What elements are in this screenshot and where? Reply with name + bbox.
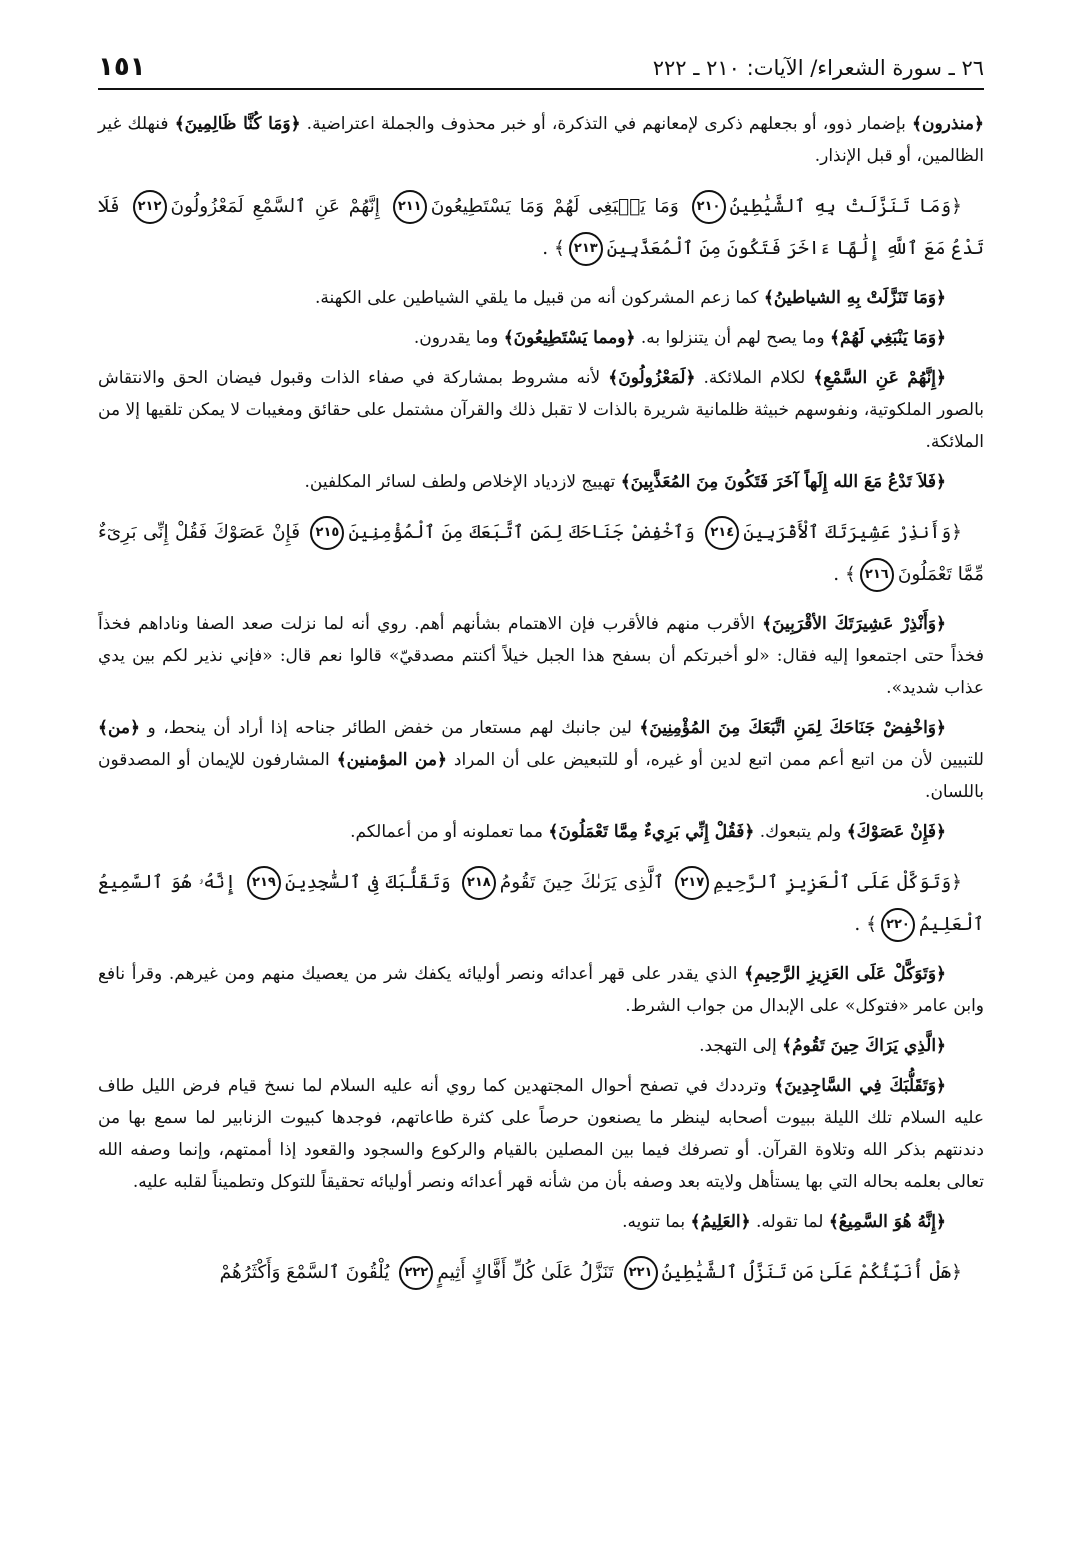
text-run: ولم يتبعوك. <box>754 822 847 842</box>
quoted-phrase: ﴿لَمَعْزُولُونَ﴾ <box>608 368 696 388</box>
quoted-phrase: ﴿فَقُلْ إِنِّي بَرِيءٌ مِمَّا تَعْمَلُونَ﴾ <box>548 822 755 842</box>
text-run: وَمَا يَنۢبَغِى لَهُمْ وَمَا يَسْتَطِيعُونَ <box>430 196 688 217</box>
ayah-number-marker: ٢١٠ <box>692 190 726 224</box>
commentary-paragraph <box>98 712 984 808</box>
quoted-phrase: ﴿من﴾ <box>98 718 140 738</box>
commentary-paragraph <box>98 816 984 848</box>
ayah-number-marker: ٢١١ <box>393 190 427 224</box>
text-run: مما تعملونه أو من أعمالكم. <box>350 822 549 842</box>
ayah-number-marker: ٢١٣ <box>569 232 603 266</box>
quran-verse-block <box>98 512 984 596</box>
commentary-paragraph <box>98 958 984 1022</box>
quoted-phrase: ﴿ومما يَسْتَطِيعُونَ﴾ <box>503 328 636 348</box>
text-run: فَإِنْ عَصَوْكَ فَقُلْ إِنِّى بَرِىٓءٌ مِّمَّا تَعْمَلُونَ <box>98 522 984 585</box>
text-run: كما زعم المشركون أنه من قبيل ما يلقي الشياطين على الكهنة. <box>315 288 764 308</box>
commentary-paragraph <box>98 1070 984 1198</box>
quoted-phrase: ﴿وَمَا تَنَزَّلَتْ بِهِ الشياطينُ﴾ <box>763 288 946 308</box>
ayah-number-marker: ٢١٧ <box>675 866 709 900</box>
quoted-phrase: ﴿منذرون﴾ <box>912 114 984 134</box>
ayah-number-marker: ٢١٤ <box>705 516 739 550</box>
surah-title: ٢٦ ـ سورة الشعراء/ الآيات: ٢١٠ ـ ٢٢٢ <box>652 56 984 80</box>
text-run: إلى التهجد. <box>699 1036 783 1056</box>
quoted-phrase: ﴿إِنَّهُمْ عَنِ السَّمْعِ﴾ <box>813 368 946 388</box>
text-run: وما يقدرون. <box>413 328 504 348</box>
quoted-phrase: ﴿وَتَقَلُّبَكَ فِي السَّاجِدِينَ﴾ <box>774 1076 946 1096</box>
text-run: ﴿وَأَنذِرْ عَشِيرَتَكَ ٱلْأَقْرَبِينَ <box>743 522 963 543</box>
text-run: ﴿وَمَا تَنَزَّلَتْ بِهِ ٱلشَّيَٰطِينُ <box>729 196 962 217</box>
text-run: لأنه مشروط بمشاركة في صفاء الذات وقبول فيضان الحق والانتقاش بالصور الملكوتية، ونفوسهم خبيثة ظلمانية شريرة بالذات لا تقبل ذلك والقرآن مشتمل على حقائق ومغيبات لا يمكن تلقيها إلا من الملائكة. <box>98 368 984 452</box>
ayah-number-marker: ٢٢٢ <box>399 1256 433 1290</box>
text-run: الذي يقدر على قهر أعدائه ونصر أوليائه يكفك شر من يعصيك منهم ومن غيرهم. وقرأ نافع وابن عامر «فتوكل» على الإبدال من جواب الشرط. <box>98 964 984 1016</box>
commentary-paragraph <box>98 322 984 354</box>
quoted-phrase: ﴿الَّذِي يَرَاكَ حِينَ تَقُومُ﴾ <box>782 1036 946 1056</box>
quoted-phrase: ﴿من المؤمنين﴾ <box>336 750 447 770</box>
commentary-paragraph <box>98 362 984 458</box>
quoted-phrase: ﴿وَمَا كُنَّا ظَالِمِينَ﴾ <box>174 114 301 134</box>
text-run: إِنَّهُۥ هُوَ ٱلسَّمِيعُ ٱلْعَلِيمُ <box>98 872 984 935</box>
ayah-number-marker: ٢١٦ <box>860 558 894 592</box>
text-run: تَنَزَّلُ عَلَىٰ كُلِّ أَفَّاكٍ أَثِيمٍ <box>437 1262 620 1283</box>
quoted-phrase: ﴿وَأَنْذِرْ عَشِيرَتَكَ الأقْرَبِينَ﴾ <box>762 614 946 634</box>
text-run: ﴿وَتَوَكَّلْ عَلَى ٱلْعَزِيزِ ٱلرَّحِيمِ <box>713 872 962 893</box>
commentary-paragraph <box>98 1206 984 1238</box>
text-run: إِنَّهُمْ عَنِ ٱلسَّمْعِ لَمَعْزُولُونَ <box>170 196 389 217</box>
commentary-paragraph <box>98 282 984 314</box>
ayah-number-marker: ٢٢١ <box>624 1256 658 1290</box>
text-run: ﴾ . <box>854 914 877 935</box>
quoted-phrase: ﴿وَمَا يَنْبَغِي لَهُمْ﴾ <box>830 328 946 348</box>
ayah-number-marker: ٢١٩ <box>247 866 281 900</box>
quran-verse-block <box>98 186 984 270</box>
quoted-phrase: ﴿إِنَّهُ هُوَ السَّمِيعُ﴾ <box>828 1212 946 1232</box>
page-header <box>98 52 984 90</box>
text-run: وَتَقَلُّبَكَ فِى ٱلسَّٰجِدِينَ <box>284 872 458 893</box>
ayah-number-marker: ٢٢٠ <box>881 908 915 942</box>
text-run: ﴾ . <box>833 564 856 585</box>
text-run: تهييج لازدياد الإخلاص ولطف لسائر المكلفين. <box>304 472 621 492</box>
text-run: ﴿هَلْ أُنَبِّئُكُمْ عَلَىٰ مَن تَنَزَّلُ ٱلشَّيَٰطِينُ <box>661 1262 962 1283</box>
text-run: لما تقوله. <box>750 1212 829 1232</box>
quoted-phrase: ﴿وَتَوَكَّلْ عَلَى العَزِيزِ الرَّحِيمِ﴾ <box>744 964 946 984</box>
text-run: وَٱخْفِضْ جَنَاحَكَ لِمَنِ ٱتَّبَعَكَ مِنَ ٱلْمُؤْمِنِينَ <box>348 522 702 543</box>
quoted-phrase: ﴿العَلِيمُ﴾ <box>690 1212 751 1232</box>
commentary-paragraph <box>98 608 984 704</box>
text-run: وما يصح لهم أن يتنزلوا به. <box>635 328 831 348</box>
quoted-phrase: ﴿فَلاَ تَدْعُ مَعَ الله إِلَهاً آخَرَ فَتَكُونَ مِنَ المُعَذَّبِينَ﴾ <box>620 472 946 492</box>
page-body <box>98 108 984 1294</box>
quran-verse-block <box>98 862 984 946</box>
quran-verse-block <box>98 1252 984 1294</box>
text-run: وترددك في تصفح أحوال المجتهدين كما روي أنه عليه السلام لما نسخ قيام فرض الليل طاف عليه السلام تلك الليلة ببيوت أصحابه لينظر ما يصنعون حرصاً على كثرة طاعاتهم، فوجدها كبيوت الزنابير لما سمع بها من دندنتهم بذكر الله وتلاوة القرآن. أو تصرفك فيما بين المصلين بالقيام والركوع والسجود والقعود إذا أممتهم، وإنما وصفه الله تعالى بعلمه بحاله التي بها يستأهل ولايته بعد وصفه بأن من شأنه قهر أعدائه ونصر أوليائه تحقيقاً للتوكل وتطميناً لقلبه عليه. <box>98 1076 984 1192</box>
text-run: لين جانبك لهم مستعار من خفض الطائر جناحه إذا أراد أن ينحط، و <box>139 718 640 738</box>
text-run: للتبيين لأن من اتبع أعم ممن اتبع لدين أو غيره، أو للتبعيض على أن المراد <box>446 750 984 770</box>
page-number: ١٥١ <box>98 52 146 82</box>
text-run: بإضمار ذوو، أو بجعلهم ذكرى لإمعانهم في التذكرة، أو خبر محذوف والجملة اعتراضية. <box>300 114 913 134</box>
text-run: بما تنويه. <box>622 1212 691 1232</box>
text-run: ﴾ . <box>542 238 565 259</box>
commentary-paragraph <box>98 1030 984 1062</box>
text-run: لكلام الملائكة. <box>695 368 814 388</box>
text-run: ٱلَّذِى يَرَىٰكَ حِينَ تَقُومُ <box>499 872 672 893</box>
text-run: يُلْقُونَ ٱلسَّمْعَ وَأَكْثَرُهُمْ <box>219 1262 396 1283</box>
quoted-phrase: ﴿وَاخْفِضْ جَنَاحَكَ لِمَنِ اتَّبَعَكَ مِنَ المُؤْمِنِينَ﴾ <box>639 718 946 738</box>
commentary-paragraph <box>98 466 984 498</box>
ayah-number-marker: ٢١٢ <box>133 190 167 224</box>
text-run: فَلَا تَدْعُ مَعَ ٱللَّهِ إِلَٰهًا ءَاخَرَ فَتَكُونَ مِنَ ٱلْمُعَذَّبِينَ <box>98 196 984 259</box>
text-run: المشارفون للإيمان أو المصدقون باللسان. <box>98 750 984 802</box>
quoted-phrase: ﴿فَإِنْ عَصَوْكَ﴾ <box>846 822 946 842</box>
commentary-paragraph <box>98 108 984 172</box>
text-run: الأقرب منهم فالأقرب فإن الاهتمام بشأنهم أهم. روي أنه لما نزلت صعد الصفا وناداهم فخذاً فخذاً حتى اجتمعوا إليه فقال: «لو أخبرتكم أن بسفح هذا الجبل خيلاً أكنتم مصدقيّ» قالوا نعم قال: «فإني نذير لكم بين يدي عذاب شديد». <box>98 614 984 698</box>
text-run: فنهلك غير الظالمين، أو قبل الإنذار. <box>98 114 984 166</box>
ayah-number-marker: ٢١٥ <box>310 516 344 550</box>
ayah-number-marker: ٢١٨ <box>462 866 496 900</box>
